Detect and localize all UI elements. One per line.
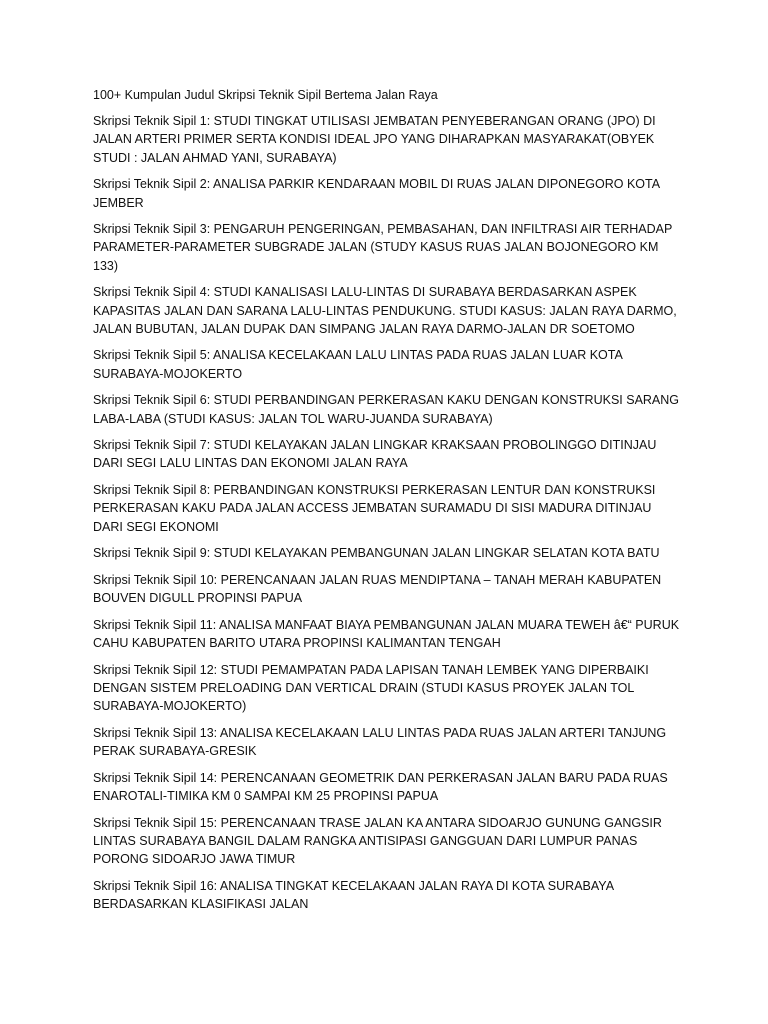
thesis-entry-14: Skripsi Teknik Sipil 14: PERENCANAAN GEOMETRIK DAN PERKERASAN JALAN BARU PADA RUAS ENAROTALI-TIMIKA KM 0 SAMPAI KM 25 PROPINSI PAPUA [93, 770, 668, 803]
thesis-entry-8: Skripsi Teknik Sipil 8: PERBANDINGAN KONSTRUKSI PERKERASAN LENTUR DAN KONSTRUKSI PERKERASAN KAKU PADA JALAN ACCESS JEMBATAN SURAMADU DI SISI MADURA DITINJAU DARI SEGI EKONOMI [93, 483, 656, 534]
thesis-entry-10: Skripsi Teknik Sipil 10: PERENCANAAN JALAN RUAS MENDIPTANA – TANAH MERAH KABUPATEN BOUVEN DIGULL PROPINSI PAPUA [93, 572, 662, 606]
thesis-entry-15: Skripsi Teknik Sipil 15: PERENCANAAN TRASE JALAN KA ANTARA SIDOARJO GUNUNG GANGSIR LINTAS SURABAYA BANGIL DALAM RANGKA ANTISIPASI GANGGUAN DARI LUMPUR PANAS PORONG SIDOARJO JAWA TIMUR [93, 815, 662, 867]
thesis-entry-5: Skripsi Teknik Sipil 5: ANALISA KECELAKAAN LALU LINTAS PADA RUAS JALAN LUAR KOTA SURABAYA-MOJOKERTO [93, 348, 623, 381]
thesis-entry-6: Skripsi Teknik Sipil 6: STUDI PERBANDINGAN PERKERASAN KAKU DENGAN KONSTRUKSI SARANG LABA-LABA (STUDI KASUS: JALAN TOL WARU-JUANDA SURABAYA) [93, 393, 680, 426]
document-title: 100+ Kumpulan Judul Skripsi Teknik Sipil Bertema Jalan Raya [93, 88, 438, 102]
thesis-entry-12: Skripsi Teknik Sipil 12: STUDI PEMAMPATAN PADA LAPISAN TANAH LEMBEK YANG DIPERBAIKI DENGAN SISTEM PRELOADING DAN VERTICAL DRAIN (STUDI KASUS PROYEK JALAN TOL SURABAYA-MOJOKERTO) [93, 662, 649, 714]
thesis-entry-16: Skripsi Teknik Sipil 16: ANALISA TINGKAT KECELAKAAN JALAN RAYA DI KOTA SURABAYA BERDASARKAN KLASIFIKASI JALAN [93, 878, 614, 912]
thesis-entry-11: Skripsi Teknik Sipil 11: ANALISA MANFAAT BIAYA PEMBANGUNAN JALAN MUARA TEWEH â€“ PURUK CAHU KABUPATEN BARITO UTARA PROPINSI KALIMANTAN TENGAH [93, 617, 680, 651]
thesis-entry-7: Skripsi Teknik Sipil 7: STUDI KELAYAKAN JALAN LINGKAR KRAKSAAN PROBOLINGGO DITINJAU DARI SEGI LALU LINTAS DAN EKONOMI JALAN RAYA [93, 438, 657, 471]
thesis-entry-1: Skripsi Teknik Sipil 1: STUDI TINGKAT UTILISASI JEMBATAN PENYEBERANGAN ORANG (JPO) DI JALAN ARTERI PRIMER SERTA KONDISI IDEAL JPO YANG DIHARAPKAN MASYARAKAT(OBYEK STUDI : JALAN AHMAD YANI, SURABAYA) [93, 114, 656, 165]
thesis-entry-3: Skripsi Teknik Sipil 3: PENGARUH PENGERINGAN, PEMBASAHAN, DAN INFILTRASI AIR TERHADAP PARAMETER-PARAMETER SUBGRADE JALAN (STUDY KASUS RUAS JALAN BOJONEGORO KM 133) [93, 222, 673, 273]
thesis-entry-9: Skripsi Teknik Sipil 9: STUDI KELAYAKAN PEMBANGUNAN JALAN LINGKAR SELATAN KOTA BATU [93, 546, 660, 561]
document-content [93, 86, 683, 922]
thesis-entry-2: Skripsi Teknik Sipil 2: ANALISA PARKIR KENDARAAN MOBIL DI RUAS JALAN DIPONEGORO KOTA JEMBER [93, 177, 660, 210]
thesis-entry-4: Skripsi Teknik Sipil 4: STUDI KANALISASI LALU-LINTAS DI SURABAYA BERDASARKAN ASPEK KAPASITAS JALAN DAN SARANA LALU-LINTAS PENDUKUNG. STUDI KASUS: JALAN RAYA DARMO, JALAN BUBUTAN, JALAN DUPAK DAN SIMPANG JALAN RAYA DARMO-JALAN DR SOETOMO [93, 285, 677, 336]
thesis-entry-13: Skripsi Teknik Sipil 13: ANALISA KECELAKAAN LALU LINTAS PADA RUAS JALAN ARTERI TANJUNG PERAK SURABAYA-GRESIK [93, 725, 667, 759]
